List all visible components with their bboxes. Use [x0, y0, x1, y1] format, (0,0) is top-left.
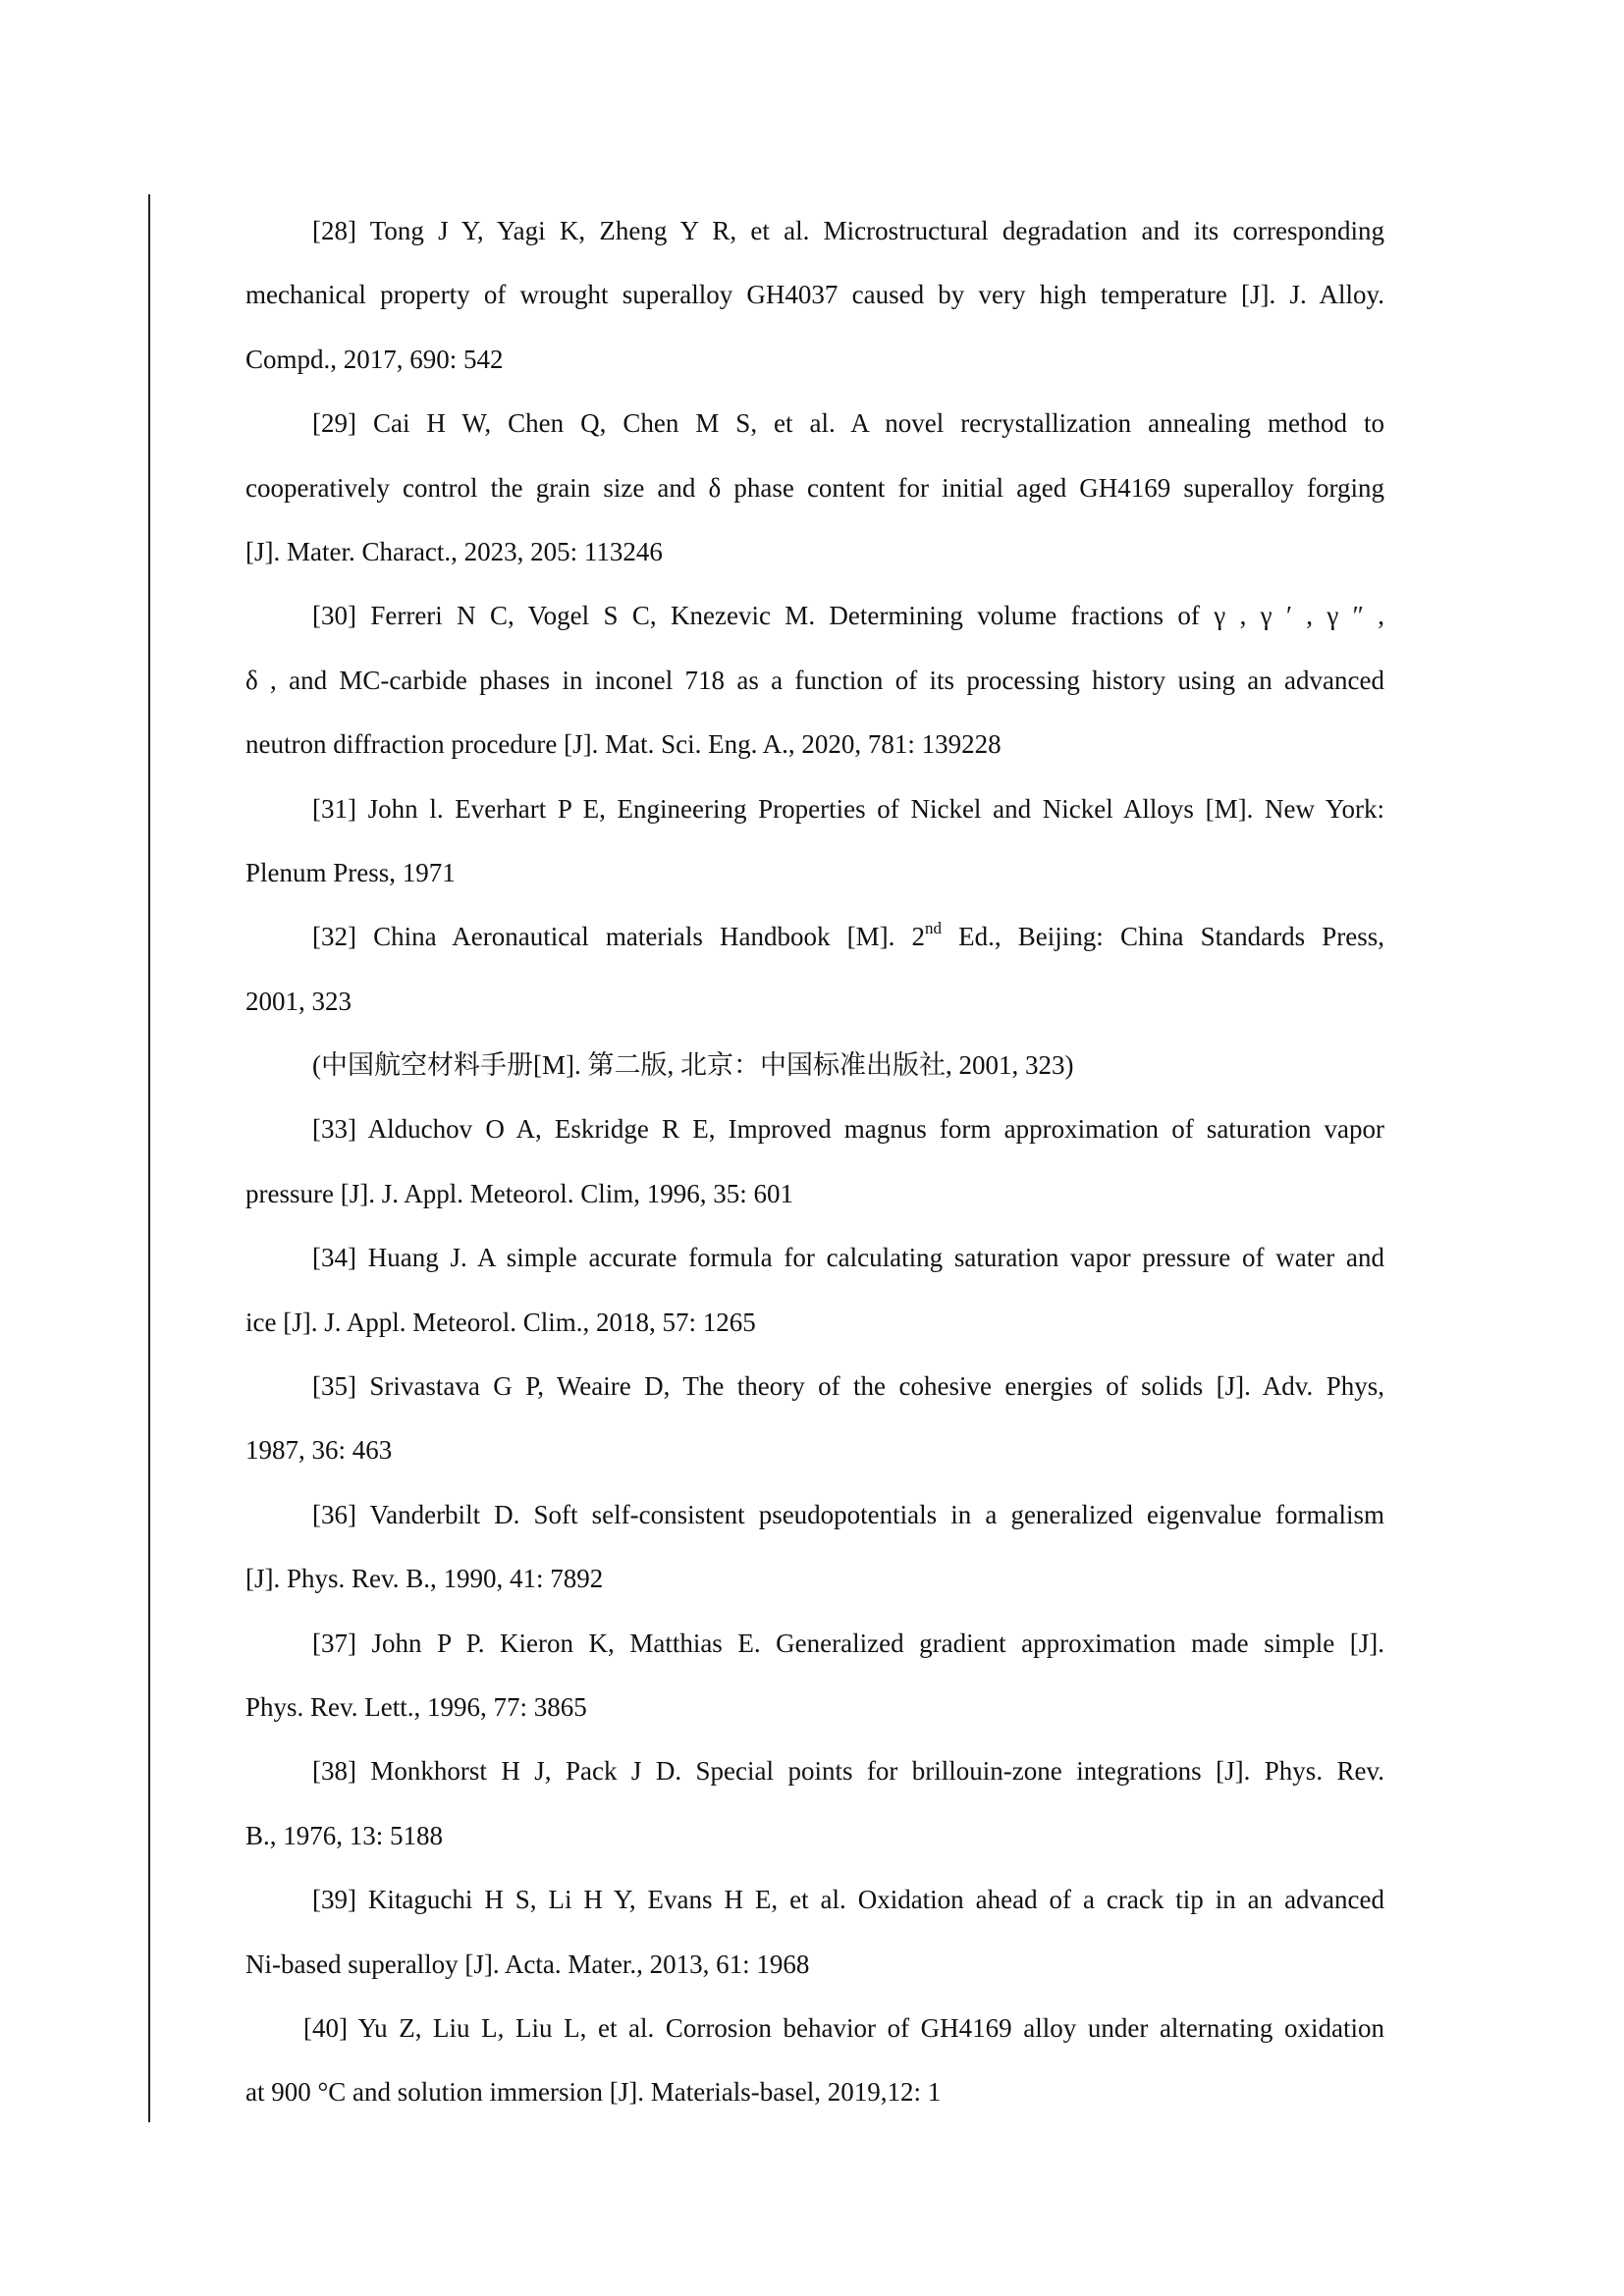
reference-line: [38] Monkhorst H J, Pack J D. Special points for brillouin-zone integrations [J]. Phys. Rev. — [312, 1756, 1384, 1787]
reference-30 — [245, 584, 1384, 776]
reference-line: [28] Tong J Y, Yagi K, Zheng Y R, et al. Microstructural degradation and its corresponding — [312, 216, 1384, 245]
reference-line: [37] John P P. Kieron K, Matthias E. Generalized gradient approximation made simple [J]. — [312, 1628, 1384, 1658]
reference-33 — [245, 1097, 1384, 1226]
reference-line: Plenum Press, 1971 — [245, 857, 456, 887]
superscript: nd — [925, 919, 942, 938]
reference-line: Compd., 2017, 690: 542 — [245, 344, 504, 374]
reference-line: neutron diffraction procedure [J]. Mat. Sci. Eng. A., 2020, 781: 139228 — [245, 729, 1001, 760]
reference-32 — [245, 905, 1384, 1097]
reference-line: [35] Srivastava G P, Weaire D, The theory of the cohesive energies of solids [J]. Adv. Phys, — [312, 1371, 1384, 1402]
reference-29 — [245, 392, 1384, 584]
reference-line: 1987, 36: 463 — [245, 1435, 393, 1466]
reference-35 — [245, 1355, 1384, 1483]
reference-text: Ed., Beijing: China Standards Press, — [942, 922, 1384, 952]
reference-40 — [245, 1997, 1384, 2125]
reference-line: ice [J]. J. Appl. Meteorol. Clim., 2018, 57: 1265 — [245, 1307, 756, 1337]
reference-28 — [245, 199, 1384, 392]
margin-rule — [148, 194, 150, 2122]
reference-line: B., 1976, 13: 5188 — [245, 1820, 444, 1850]
reference-line: [J]. Phys. Rev. B., 1990, 41: 7892 — [245, 1564, 604, 1594]
reference-line: [39] Kitaguchi H S, Li H Y, Evans H E, et al. Oxidation ahead of a crack tip in an advanced — [312, 1885, 1384, 1915]
reference-line: cooperatively control the grain size and δ phase content for initial aged GH4169 superalloy forging — [245, 472, 1384, 503]
reference-line: [30] Ferreri N C, Vogel S C, Knezevic M. Determining volume fractions of γ , γ ′ , γ ″ , — [312, 601, 1384, 631]
reference-line: [34] Huang J. A simple accurate formula for calculating saturation vapor pressure of water and — [312, 1243, 1384, 1273]
reference-line — [245, 905, 1384, 969]
reference-31 — [245, 777, 1384, 906]
reference-line: [31] John l. Everhart P E, Engineering Properties of Nickel and Nickel Alloys [M]. New York: — [312, 793, 1384, 824]
reference-line: [29] Cai H W, Chen Q, Chen M S, et al. A novel recrystallization annealing method to — [312, 408, 1384, 439]
reference-39 — [245, 1868, 1384, 1997]
reference-37 — [245, 1612, 1384, 1740]
reference-line: 2001, 323 — [245, 986, 352, 1016]
reference-chinese-line: (中国航空材料手册[M]. 第二版, 北京：中国标准出版社, 2001, 323) — [312, 1050, 1074, 1081]
reference-line: Ni-based superalloy [J]. Acta. Mater., 2013, 61: 1968 — [245, 1949, 810, 1979]
reference-list — [245, 199, 1384, 2125]
reference-line: [40] Yu Z, Liu L, Liu L, et al. Corrosion behavior of GH4169 alloy under alternating oxidation — [303, 2012, 1384, 2043]
reference-line: δ , and MC-carbide phases in inconel 718 as a function of its processing history using an advanced — [245, 665, 1384, 695]
reference-line: [33] Alduchov O A, Eskridge R E, Improved magnus form approximation of saturation vapor — [312, 1114, 1384, 1145]
reference-line: pressure [J]. J. Appl. Meteorol. Clim, 1996, 35: 601 — [245, 1178, 793, 1208]
reference-38 — [245, 1739, 1384, 1868]
reference-line: [36] Vanderbilt D. Soft self-consistent pseudopotentials in a generalized eigenvalue formalism — [312, 1499, 1384, 1529]
reference-line: Phys. Rev. Lett., 1996, 77: 3865 — [245, 1691, 587, 1722]
reference-34 — [245, 1226, 1384, 1355]
reference-line: at 900 °C and solution immersion [J]. Materials-basel, 2019,12: 1 — [245, 2077, 942, 2108]
reference-line: [J]. Mater. Charact., 2023, 205: 113246 — [245, 536, 663, 566]
reference-36 — [245, 1483, 1384, 1612]
reference-line: mechanical property of wrought superalloy GH4037 caused by very high temperature [J]. J. Alloy. — [245, 280, 1384, 310]
reference-text: [32] China Aeronautical materials Handbook [M]. 2 — [312, 922, 925, 952]
